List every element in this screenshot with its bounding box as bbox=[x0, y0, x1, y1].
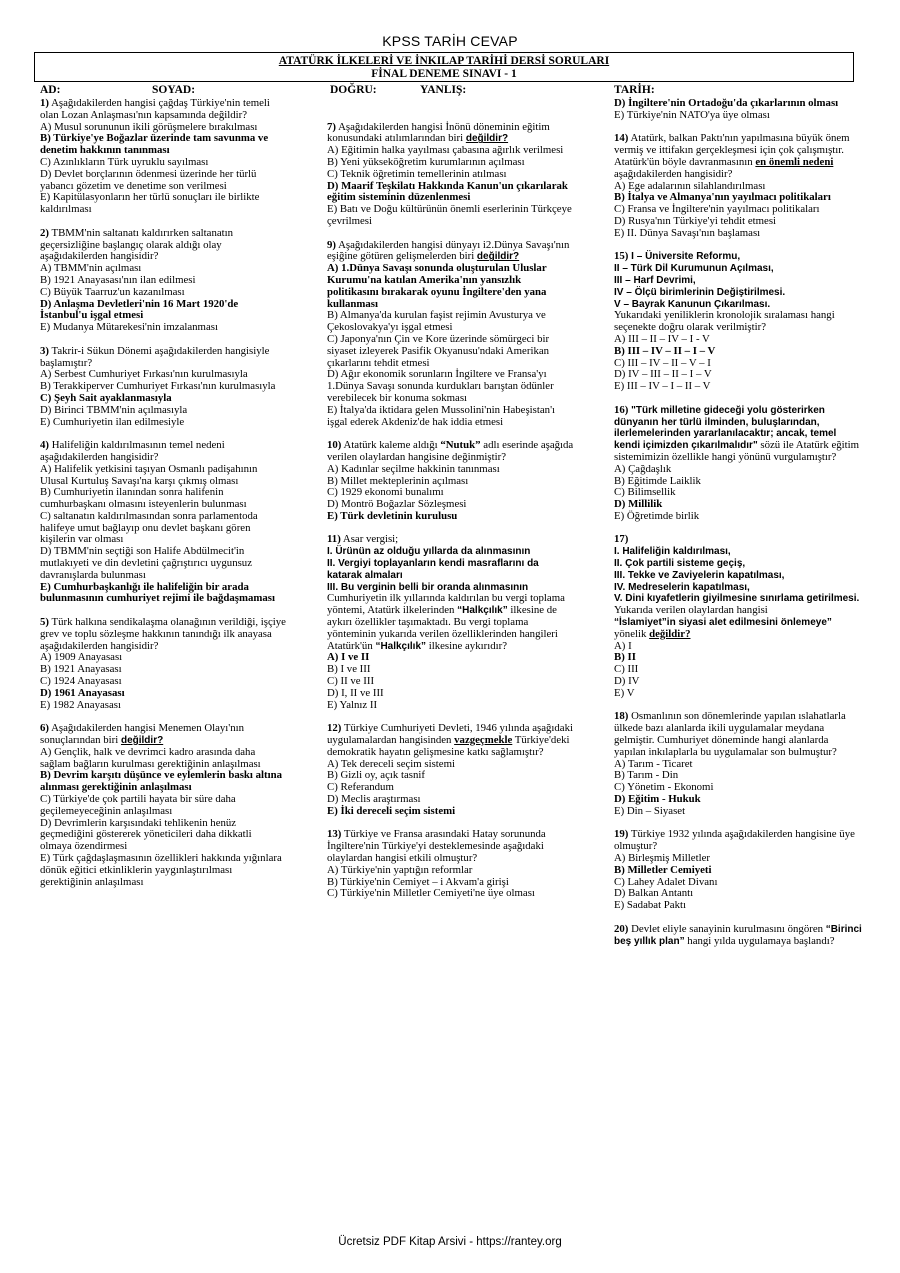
option-answer[interactable]: D) Maarif Teşkilatı Hakkında Kanun'un çıkarılarak eğitim sisteminin düzenlenmesi bbox=[327, 179, 568, 204]
option-answer[interactable]: B) Türkiye'ye Boğazlar üzerinde tam savunma ve denetim hakkının tanınması bbox=[40, 132, 269, 157]
option[interactable]: C) saltanatın kaldırılmasından sonra parlamentoda halifeye umut bağlayıp onu devlet başkanı gören kişilerin var olması bbox=[40, 509, 258, 546]
option-answer[interactable]: B) Milletler Cemiyeti bbox=[614, 863, 712, 876]
option[interactable]: B) Türkiye'nin Cemiyet – i Akvam'a girişi bbox=[327, 875, 509, 888]
option[interactable]: A) I bbox=[614, 639, 632, 652]
option[interactable]: D) Devlet borçlarının ödenmesi üzerinde her türlü yabancı gözetim ve denetime son verilmesi bbox=[40, 167, 257, 192]
option[interactable]: C) 1929 ekonomi bunalımı bbox=[327, 486, 444, 499]
option[interactable]: D) Meclis araştırması bbox=[327, 793, 421, 806]
option[interactable]: E) Öğretimde birlik bbox=[614, 509, 700, 522]
question-17: 17) I. Halifeliğin kaldırılması, II. Çok partili sisteme geçiş, III. Tekke ve Zaviyelerin kapatılması, IV. Medreselerin kapatılması, V. Dini kıyafetlerin giyilmesine sınırlama getirilmesi. Yukarıda verilen olaylardan hangisi “İslamiyet”in siyasi alet edilmesini önlemeye” yönelik değildir? A) I B) II C) III D) IV E) V bbox=[614, 534, 862, 699]
question-10: 10) Atatürk kaleme aldığı “Nutuk” adlı eserinde aşağıda verilen olaylardan hangisine değinmiştir? A) Kadınlar seçilme hakkinin tanınması B) Millet mekteplerinin açılması C) 1929 ekonomi bunalımı D) Montrö Boğazlar Sözleşmesi E) Türk devletinin kurulusu bbox=[327, 439, 574, 522]
option[interactable]: D) Devrimlerin karşısındaki tehlikenin henüz geçmediğini göstererek yöneticileri daha dikkatli olmaya özendirmesi bbox=[40, 816, 252, 853]
option[interactable]: D) Balkan Antantı bbox=[614, 887, 694, 900]
question-13: 13) Türkiye ve Fransa arasındaki Hatay sorununda İngiltere'nin Türkiye'yi desteklemesinde aşağıdaki olaylardan hangisi etkili olmuştur? A) Türkiye'nin yaptığın reformlar B) Türkiye'nin Cemiyet – i Akvam'a girişi C) Türkiye'nin Milletler Cemiyeti'ne üye olması bbox=[327, 829, 575, 900]
question-14: 14) Atatürk, balkan Paktı'nın yapılmasına büyük önem vermiş ve ittifakın gerçekleşmesi için çok çalışmıştır. Atatürk'ün böyle davranmasının en önemli nedeni aşağıdakilerden hangisidir? A) Ege adalarının silahlandırılması B) İtalya ve Almanya'nın yayılmacı politikaları C) Fransa ve İngiltere'nin yayılmacı politikaları D) Rusya'nın Türkiye'yi tehdit etmesi E) II. Dünya Savaşı'nın başlaması bbox=[614, 133, 862, 239]
option[interactable]: A) Tek dereceli seçim sistemi bbox=[327, 757, 455, 770]
option[interactable]: A) Eğitimin halka yayılması çabasına ağırlık verilmesi bbox=[327, 144, 564, 157]
option[interactable]: B) Cumhuriyetin ilanından sonra halifenin cumhurbaşkanı olmasını isteyenlerin bulunması bbox=[40, 486, 247, 511]
question-3: 3) Takrir-i Sükun Dönemi aşağıdakilerden hangisiyle başlamıştır? A) Serbest Cumhuriyet Fırkası'nın kurulmasıyla B) Terakkiperver Cumhuriyet Fırkası'nın kurulmasıyla C) Şeyh Sait ayaklanmasıyla D) Birinci TBMM'nin açılmasıyla E) Cumhuriyetin ilan edilmesiyle bbox=[40, 346, 286, 429]
option[interactable]: B) Tarım - Din bbox=[614, 769, 679, 782]
option[interactable]: B) 1921 Anayasası'nın ilan edilmesi bbox=[40, 273, 196, 286]
option[interactable]: E) II. Dünya Savaşı'nın başlaması bbox=[614, 226, 761, 239]
option[interactable]: A) Kadınlar seçilme hakkinin tanınması bbox=[327, 462, 500, 475]
option[interactable]: B) I ve III bbox=[327, 663, 371, 676]
option[interactable]: D) Montrö Boğazlar Sözleşmesi bbox=[327, 498, 467, 511]
option-answer[interactable]: C) Şeyh Sait ayaklanmasıyla bbox=[40, 391, 172, 404]
exam-header bbox=[34, 52, 854, 82]
option[interactable]: E) Türkiye'nin NATO'ya üye olması bbox=[614, 108, 770, 121]
option-answer[interactable]: B) İtalya ve Almanya'nın yayılmacı politikaları bbox=[614, 191, 831, 204]
option[interactable]: C) Türkiye'nin Milletler Cemiyeti'ne üye olması bbox=[327, 887, 535, 900]
option[interactable]: C) 1924 Anayasası bbox=[40, 675, 122, 688]
option[interactable]: B) Terakkiperver Cumhuriyet Fırkası'nın kurulmasıyla bbox=[40, 380, 276, 393]
option[interactable]: C) Yönetim - Ekonomi bbox=[614, 781, 714, 794]
option[interactable]: A) TBMM'nin açılması bbox=[40, 262, 142, 275]
option[interactable]: A) Türkiye'nin yaptığın reformlar bbox=[327, 863, 473, 876]
option-answer[interactable]: D) Millilik bbox=[614, 498, 663, 511]
option[interactable]: C) III bbox=[614, 663, 639, 676]
option[interactable]: D) TBMM'nin seçtiği son Halife Abdülmecit'in mutlakıyeti ve din devletini çağrıştırıcı uygunsuz davranışlarda bulunması bbox=[40, 545, 252, 581]
option[interactable]: A) Ege adalarının silahlandırılması bbox=[614, 179, 766, 192]
option[interactable]: B) Gizli oy, açık tasnif bbox=[327, 769, 425, 782]
option[interactable]: C) Bilimsellik bbox=[614, 486, 676, 499]
option[interactable]: E) Batı ve Doğu kültürünün önemli eserlerinin Türkçeye çevrilmesi bbox=[327, 203, 572, 227]
option-answer[interactable]: D) Eğitim - Hukuk bbox=[614, 793, 701, 806]
question-6: 6) Aşağıdakilerden hangisi Menemen Olayı'nın sonuçlarından biri değildir? A) Gençlik, halk ve devrimci kadro arasında daha sağlam bağların kurulması gerektiğinin anlaşılması B) Devrim karşıtı düşünce ve eylemlerin baskı altına alınması gerektiğinin anlaşılması C) Türkiye'de çok partili hayata bir süre daha geçilemeyeceğinin anlaşılması D) Devrimlerin karşısındaki tehlikenin henüz geçmediğini göstererek yöneticileri daha dikkatli olmaya özendirmesi E) Türk çağdaşlaşmasının özellikleri hakkında yığınlara dönük eğitici etkinliklerin yaygınlaştırılması gerektiğinin anlaşılması bbox=[40, 723, 286, 888]
tarih-label: TARİH: bbox=[614, 84, 655, 96]
question-7: 7) Aşağıdakilerden hangisi İnönü döneminin eğitim konusundaki atılımlarından biri değildir? A) Eğitimin halka yayılması çabasına ağırlık verilmesi B) Yeni yükseköğretim kurumlarının açılması C) Teknik öğretimin temellerinin atılması D) Maarif Teşkilatı Hakkında Kanun'un çıkarılarak eğitim sisteminin düzenlenmesi E) Batı ve Doğu kültürünün önemli eserlerinin Türkçeye çevrilmesi bbox=[327, 122, 575, 228]
option[interactable]: C) Azınlıkların Türk uyruklu sayılması bbox=[40, 155, 209, 168]
yanlis-label: YANLIŞ: bbox=[420, 84, 467, 96]
option[interactable]: A) Musul sorununun ikili görüşmelere bırakılması bbox=[40, 120, 258, 133]
option[interactable]: E) Türk çağdaşlaşmasının özellikleri hakkında yığınlara dönük eğitici etkinliklerin yaygınlaştırılması gerektiğinin anlaşılması bbox=[40, 852, 282, 888]
exam-title: ATATÜRK İLKELERİ VE İNKILAP TARİHİ DERSİ SORULARI bbox=[278, 55, 610, 67]
option[interactable]: D) IV bbox=[614, 675, 640, 688]
question-20: 20) Devlet eliyle sanayinin kurulmasını öngören “Birinci beş yıllık plan” hangi yılda uygulamaya başlandı? bbox=[614, 922, 862, 947]
option-answer[interactable]: E) Türk devletinin kurulusu bbox=[327, 509, 458, 522]
exam-subtitle: FİNAL DENEME SINAVI - 1 bbox=[371, 68, 517, 80]
option-answer[interactable]: B) III – IV – II – I – V bbox=[614, 344, 716, 357]
option[interactable]: E) Din – Siyaset bbox=[614, 804, 686, 817]
option[interactable]: E) İtalya'da iktidara gelen Mussolini'nin Habeşistan'ı işgal ederek Akdeniz'de hak iddia etmesi bbox=[327, 403, 556, 428]
soyad-label: SOYAD: bbox=[152, 84, 196, 96]
question-19: 19) Türkiye 1932 yılında aşağıdakilerden hangisine üye olmuştur? A) Birleşmiş Milletler B) Milletler Cemiyeti C) Lahey Adalet Divanı D) Balkan Antantı E) Sadabat Paktı bbox=[614, 829, 862, 912]
ad-label: AD: bbox=[40, 84, 61, 96]
question-1: 1) Aşağıdakilerden hangisi çağdaş Türkiye'nin temeli olan Lozan Anlaşması'nın kapsamında değildir? A) Musul sorununun ikili görüşmelere bırakılması B) Türkiye'ye Boğazlar üzerinde tam savunma ve denetim hakkının tanınması C) Azınlıkların Türk uyruklu sayılması D) Devlet borçlarının ödenmesi üzerinde her türlü yabancı gözetim ve denetime son verilmesi E) Kapitülasyonların her türlü sonuçları ile birlikte kaldırılması bbox=[40, 98, 286, 216]
option[interactable]: C) Türkiye'de çok partili hayata bir süre daha geçilemeyeceğinin anlaşılması bbox=[40, 793, 236, 817]
option[interactable]: D) I, II ve III bbox=[327, 686, 384, 699]
question-15: 15) I – Üniversite Reformu, II – Türk Dil Kurumunun Açılması, III – Harf Devrimi, IV – Ölçü birimlerinin Değiştirilmesi. V – Bayrak Kanunun Çıkarılması. Yukarıdaki yeniliklerin kronolojik sıralaması hangi seçenekte doğru olarak verilmiştir? A) III – II – IV – I - V B) III – IV – II – I – V C) III – IV – II – V – I D) IV – III – II – I – V E) III – IV – I – II – V bbox=[614, 251, 862, 393]
question-2: 2) TBMM'nin saltanatı kaldırırken saltanatın geçersizliğine başlangıç olarak aldığı olay aşağıdakilerden hangisidir? A) TBMM'nin açılması B) 1921 Anayasası'nın ilan edilmesi C) Büyük Taarruz'un kazanılması D) Anlaşma Devletleri'nin 16 Mart 1920'de İstanbul'u işgal etmesi E) Mudanya Mütarekesi'nin imzalanması bbox=[40, 228, 286, 334]
question-9: 9) Aşağıdakilerden hangisi dünyayı i2.Dünya Savaşı'nın eşiğine götüren gelişmelerden biri değildir? A) 1.Dünya Savaşı sonunda oluşturulan Uluslar Kurumu'na katılan Amerika'nın yansızlık politikasını bırakarak oyunu İngiltere'den yana kullanması B) Almanya'da kurulan faşist rejimin Avusturya ve Çekoslovakya'yı işgal etmesi C) Japonya'nın Çin ve Kore üzerinde sömürgeci bir siyaset izleyerek Pasifik Okyanusu'ndaki Amerikan çıkarlarını tehdit etmesi D) Ağır ekonomik sorunların İngiltere ve Fransa'yı 1.Dünya Savaşı sonunda kurdukları barıştan ödünler verebilecek bir konuma sokması E) İtalya'da iktidara gelen Mussolini'nin Habeşistan'ı işgal ederek Akdeniz'de hak iddia etmesi bbox=[327, 240, 575, 429]
option[interactable]: C) Teknik öğretimin temellerinin atılması bbox=[327, 167, 507, 180]
option[interactable]: B) Almanya'da kurulan faşist rejimin Avusturya ve Çekoslovakya'yı işgal etmesi bbox=[327, 309, 546, 334]
option[interactable]: E) Sadabat Paktı bbox=[614, 899, 686, 912]
option[interactable]: D) Ağır ekonomik sorunların İngiltere ve Fransa'yı 1.Dünya Savaşı sonunda kurdukları barıştan ödünler verebilecek bir konuma sokması bbox=[327, 368, 554, 404]
option[interactable]: D) Birinci TBMM'nin açılmasıyla bbox=[40, 403, 188, 416]
option-answer[interactable]: E) Cumhurbaşkanlığı ile halifeliğin bir arada bulunmasının cumhuriyet rejimi ile bağdaşmaması bbox=[40, 580, 275, 605]
question-18: 18) Osmanlının son dönemlerinde yapılan ıslahatlarla ülkede bazı alanlarda ikili uygulamalar meydana gelmiştir. Cumhuriyet döneminde hangi alanlarda yapılan inkılaplarla bu uygulamalar son bulmuştur? A) Tarım - Ticaret B) Tarım - Din C) Yönetim - Ekonomi D) Eğitim - Hukuk E) Din – Siyaset bbox=[614, 711, 862, 817]
option[interactable]: C) Lahey Adalet Divanı bbox=[614, 875, 718, 888]
option[interactable]: E) Yalnız II bbox=[327, 698, 378, 711]
dogru-label: DOĞRU: bbox=[330, 84, 377, 96]
option[interactable]: B) 1921 Anayasası bbox=[40, 663, 122, 676]
option[interactable]: A) Halifelik yetkisini taşıyan Osmanlı padişahının Ulusal Kurtuluş Savaşı'na karşı çıkmış olması bbox=[40, 462, 258, 487]
option-answer[interactable]: E) İki dereceli seçim sistemi bbox=[327, 804, 456, 817]
option[interactable]: D) IV – III – II – I – V bbox=[614, 368, 712, 381]
option[interactable]: E) V bbox=[614, 686, 635, 699]
question-13-continued bbox=[614, 98, 862, 122]
option[interactable]: A) Serbest Cumhuriyet Fırkası'nın kurulmasıyla bbox=[40, 368, 248, 381]
option[interactable]: B) Eğitimde Laiklik bbox=[614, 474, 701, 487]
option[interactable]: C) II ve III bbox=[327, 675, 375, 688]
question-5: 5) Türk halkına sendikalaşma olanağının verildiği, işçiye grev ve toplu sözleşme hakkının tanındığı ilk anayasa aşağıdakilerden hangisidir? A) 1909 Anayasası B) 1921 Anayasası C) 1924 Anayasası D) 1961 Anayasası E) 1982 Anayasası bbox=[40, 616, 286, 711]
option-answer[interactable]: D) 1961 Anayasası bbox=[40, 686, 125, 699]
option-answer[interactable]: A) 1.Dünya Savaşı sonunda oluşturulan Uluslar Kurumu'na katılan Amerika'nın yansızlık politikasını bırakarak oyunu İngiltere'den yana kullanması bbox=[327, 262, 547, 310]
option[interactable]: A) Çağdaşlık bbox=[614, 462, 672, 475]
option[interactable]: A) Gençlik, halk ve devrimci kadro arasında daha sağlam bağların kurulması gerektiğinin anlaşılması bbox=[40, 745, 261, 770]
question-16: 16) "Türk milletine gideceği yolu gösterirken dünyanın her türlü ilminden, buluşlarından, ilerlemelerinden yararlanılacaktır; ancak, temel kendi içimizden çıkarılmalıdır" sözü ile Atatürk eğitim sistemimizin özellikle hangi yönünü vurgulamıştır? A) Çağdaşlık B) Eğitimde Laiklik C) Bilimsellik D) Millilik E) Öğretimde birlik bbox=[614, 405, 862, 523]
option[interactable]: A) 1909 Anayasası bbox=[40, 651, 123, 664]
option-answer[interactable]: A) I ve II bbox=[327, 651, 370, 664]
option[interactable]: B) Millet mekteplerinin açılması bbox=[327, 474, 469, 487]
option[interactable]: A) Tarım - Ticaret bbox=[614, 757, 693, 770]
option[interactable]: A) III – II – IV – I - V bbox=[614, 332, 710, 345]
question-11: 11) Asar vergisi; I. Ürünün az olduğu yıllarda da alınmasının II. Vergiyi toplayanların kendi masraflarını da katarak almaları III. Bu verginin belli bir oranda alınmasının Cumhuriyetin ilk yıllarında kaldırılan bu vergi toplama yöntemi, Atatürk ilkelerinden “Halkçılık” ilkesine de aykırı özellikler taşımaktadı. Bu vergi toplama yönteminin yukarıda verilen özelliklerinden hangileri Atatürk'ün “Halkçılık” ilkesine aykırıdır? A) I ve II B) I ve III C) II ve III D) I, II ve III E) Yalnız II bbox=[327, 534, 575, 711]
option[interactable]: C) Referandum bbox=[327, 781, 394, 794]
option-answer[interactable]: B) II bbox=[614, 651, 636, 664]
option-answer[interactable]: D) İngiltere'nin Ortadoğu'da çıkarlarının olması bbox=[614, 97, 839, 109]
option[interactable]: D) Rusya'nın Türkiye'yi tehdit etmesi bbox=[614, 214, 777, 227]
column-middle bbox=[327, 98, 575, 912]
footer-link[interactable]: Ücretsiz PDF Kitap Arsivi - https://rantey.org bbox=[338, 1236, 562, 1248]
column-right bbox=[614, 98, 862, 959]
option[interactable]: C) Fransa ve İngiltere'nin yayılmacı politikaları bbox=[614, 203, 820, 216]
option[interactable]: E) III – IV – I – II – V bbox=[614, 380, 711, 393]
option-answer[interactable]: B) Devrim karşıtı düşünce ve eylemlerin baskı altına alınması gerektiğinin anlaşılması bbox=[40, 769, 283, 794]
option[interactable]: B) Yeni yükseköğretim kurumlarının açılması bbox=[327, 155, 525, 168]
column-left bbox=[40, 98, 286, 900]
option[interactable]: C) III – IV – II – V – I bbox=[614, 356, 711, 369]
option[interactable]: E) 1982 Anayasası bbox=[40, 698, 121, 711]
option[interactable]: E) Mudanya Mütarekesi'nin imzalanması bbox=[40, 321, 218, 334]
option[interactable]: C) Japonya'nın Çin ve Kore üzerinde sömürgeci bir siyaset izleyerek Pasifik Okyanusu'ndaki Amerikan çıkarlarını tehdit etmesi bbox=[327, 332, 550, 369]
option[interactable]: E) Cumhuriyetin ilan edilmesiyle bbox=[40, 415, 185, 428]
question-12: 12) Türkiye Cumhuriyeti Devleti, 1946 yılında aşağıdaki uygulamalardan hangisinden vazgeçmekle Türkiye'deki demokratik hayatın gelişmesine katkı sağlamıştır? A) Tek dereceli seçim sistemi B) Gizli oy, açık tasnif C) Referandum D) Meclis araştırması E) İki dereceli seçim sistemi bbox=[327, 722, 573, 817]
option-answer[interactable]: D) Anlaşma Devletleri'nin 16 Mart 1920'de İstanbul'u işgal etmesi bbox=[40, 297, 239, 322]
option[interactable]: A) Birleşmiş Milletler bbox=[614, 852, 710, 864]
option[interactable]: C) Büyük Taarruz'un kazanılması bbox=[40, 285, 185, 298]
site-title: KPSS TARİH CEVAP bbox=[382, 33, 518, 49]
question-4: 4) Halifeliğin kaldırılmasının temel nedeni aşağıdakilerden hangisidir? A) Halifelik yetkisini taşıyan Osmanlı padişahının Ulusal Kurtuluş Savaşı'na karşı çıkmış olması B) Cumhuriyetin ilanından sonra halifenin cumhurbaşkanı olmasını isteyenlerin bulunması C) saltanatın kaldırılmasından sonra parlamentoda halifeye umut bağlayıp onu devlet başkanı gören kişilerin var olması D) TBMM'nin seçtiği son Halife Abdülmecit'in mutlakıyeti ve din devletini çağrıştırıcı uygunsuz davranışlarda bulunması E) Cumhurbaşkanlığı ile halifeliğin bir arada bulunmasının cumhuriyet rejimi ile bağdaşmaması bbox=[40, 440, 286, 605]
option[interactable]: E) Kapitülasyonların her türlü sonuçları ile birlikte kaldırılması bbox=[40, 191, 260, 216]
